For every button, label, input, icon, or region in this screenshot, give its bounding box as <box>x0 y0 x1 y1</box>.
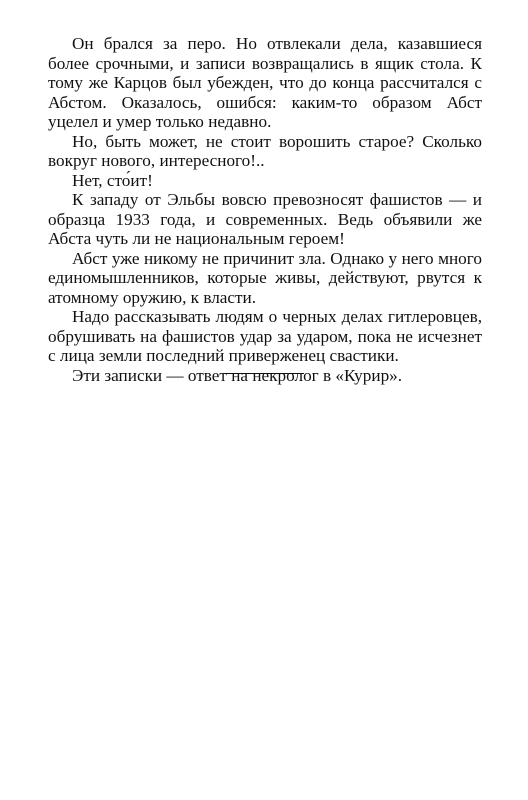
body-text <box>48 34 482 385</box>
paragraph-7: Эти записки — ответ на некролог в «Курир». <box>72 365 403 385</box>
paragraph-2: Но, быть может, не стоит ворошить старое? Сколько вокруг нового, интересного!.. <box>48 131 482 170</box>
paragraph-3: Нет, сто́ит! <box>72 170 153 190</box>
paragraph-5: Абст уже никому не причинит зла. Однако у него много единомышленников, которые живы, действуют, рвутся к атомному оружию, к власти. <box>48 248 482 307</box>
paragraph-4: К западу от Эльбы вовсю превозносят фашистов — и образца 1933 года, и современных. Ведь объявили же Абста чуть ли не национальным героем! <box>48 190 482 248</box>
paragraph-1: Он брался за перо. Но отвлекали дела, казавшиеся более срочными, и записи возвращались в ящик стола. К тому же Карцов был убежден, что до конца рассчитался с Абстом. Оказалось, ошибся: каким-то образом Абст уцелел и умер только недавно. <box>48 34 482 131</box>
paragraph-6: Надо рассказывать людям о черных делах гитлеровцев, обрушивать на фашистов удар за ударом, пока не исчезнет с лица земли последний приверженец свастики. <box>48 307 482 365</box>
section-end-rule <box>224 373 304 374</box>
